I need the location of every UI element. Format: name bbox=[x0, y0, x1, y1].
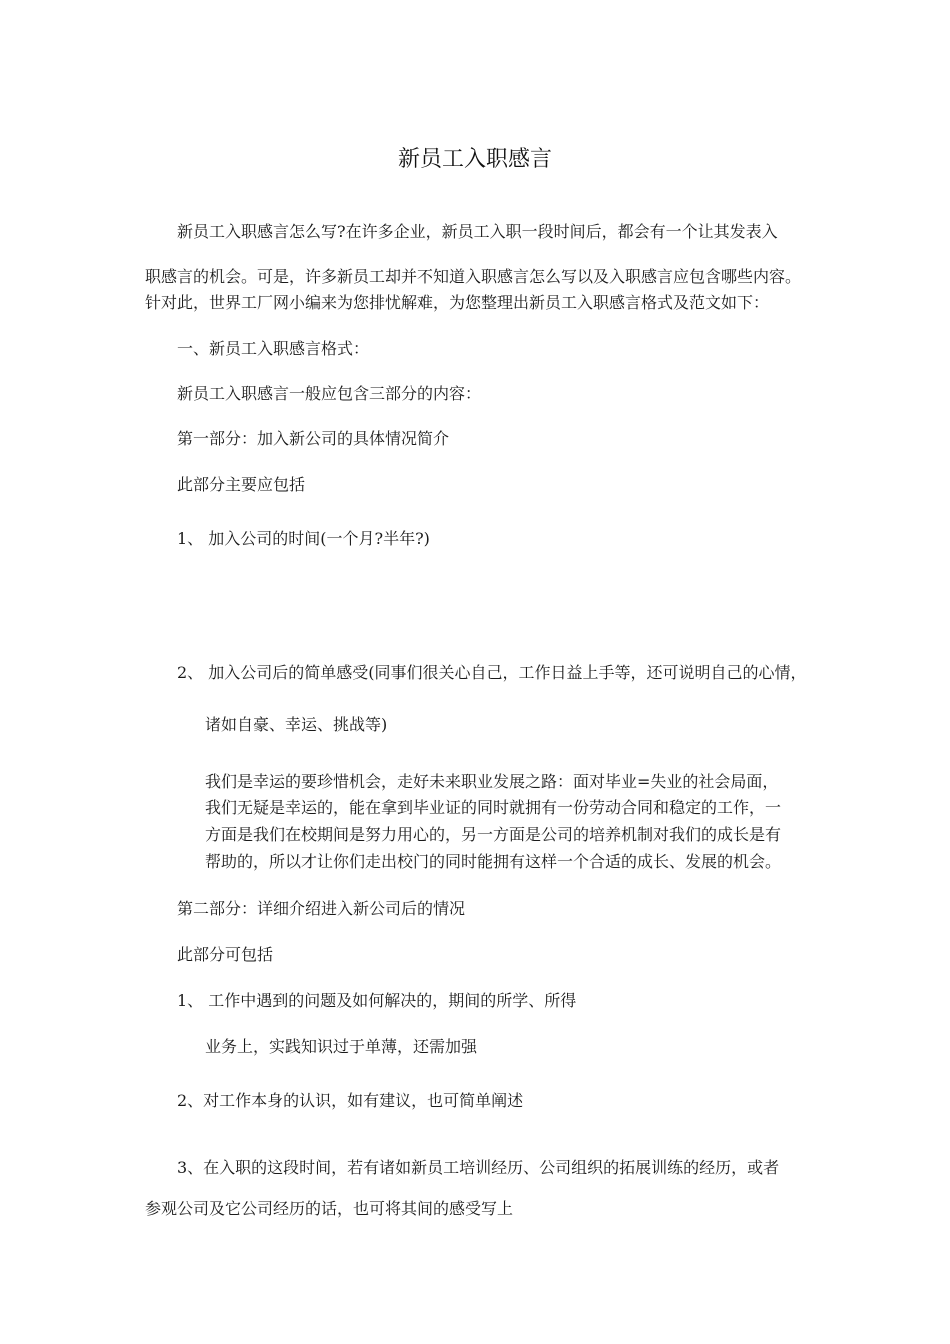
part2-item-2: 2、对工作本身的认识，如有建议，也可简单阐述 bbox=[177, 1091, 524, 1110]
example-line-3: 方面是我们在校期间是努力用心的，另一方面是公司的培养机制对我们的成长是有 bbox=[205, 825, 782, 844]
example-line-4: 帮助的，所以才让你们走出校门的同时能拥有这样一个合适的成长、发展的机会。 bbox=[205, 852, 782, 871]
example-line-2: 我们无疑是幸运的，能在拿到毕业证的同时就拥有一份劳动合同和稳定的工作，一 bbox=[205, 798, 782, 817]
document-title: 新员工入职感言 bbox=[397, 147, 552, 172]
part2-includes: 此部分可包括 bbox=[177, 945, 274, 964]
part1-item-2-line-2: 诸如自豪、幸运、挑战等) bbox=[205, 715, 388, 734]
part1-item-2-line-1: 2、 加入公司后的简单感受(同事们很关心自己，工作日益上手等，还可说明自己的心情， bbox=[177, 663, 807, 682]
part2-item-1: 1、 工作中遇到的问题及如何解决的，期间的所学、所得 bbox=[177, 991, 577, 1010]
part1-heading: 第一部分：加入新公司的具体情况简介 bbox=[177, 429, 450, 448]
part2-item-3-line-2: 参观公司及它公司经历的话，也可将其间的感受写上 bbox=[145, 1199, 514, 1218]
section-heading-format: 一、新员工入职感言格式： bbox=[177, 339, 370, 358]
part1-includes: 此部分主要应包括 bbox=[177, 475, 306, 494]
intro-line-3: 针对此，世界工厂网小编来为您排忧解难，为您整理出新员工入职感言格式及范文如下： bbox=[145, 293, 770, 312]
part2-item-1-note: 业务上，实践知识过于单薄，还需加强 bbox=[205, 1037, 478, 1056]
part2-item-3-line-1: 3、在入职的这段时间，若有诸如新员工培训经历、公司组织的拓展训练的经历，或者 bbox=[177, 1158, 780, 1177]
example-line-1: 我们是幸运的要珍惜机会，走好未来职业发展之路：面对毕业=失业的社会局面， bbox=[205, 772, 779, 791]
intro-line-1: 新员工入职感言怎么写?在许多企业，新员工入职一段时间后，都会有一个让其发表入 bbox=[177, 222, 778, 241]
part2-heading: 第二部分：详细介绍进入新公司后的情况 bbox=[177, 899, 466, 918]
part1-item-1: 1、 加入公司的时间(一个月?半年?) bbox=[177, 529, 430, 548]
three-parts-line: 新员工入职感言一般应包含三部分的内容： bbox=[177, 384, 482, 403]
intro-line-2: 职感言的机会。可是，许多新员工却并不知道入职感言怎么写以及入职感言应包含哪些内容。 bbox=[145, 267, 802, 286]
